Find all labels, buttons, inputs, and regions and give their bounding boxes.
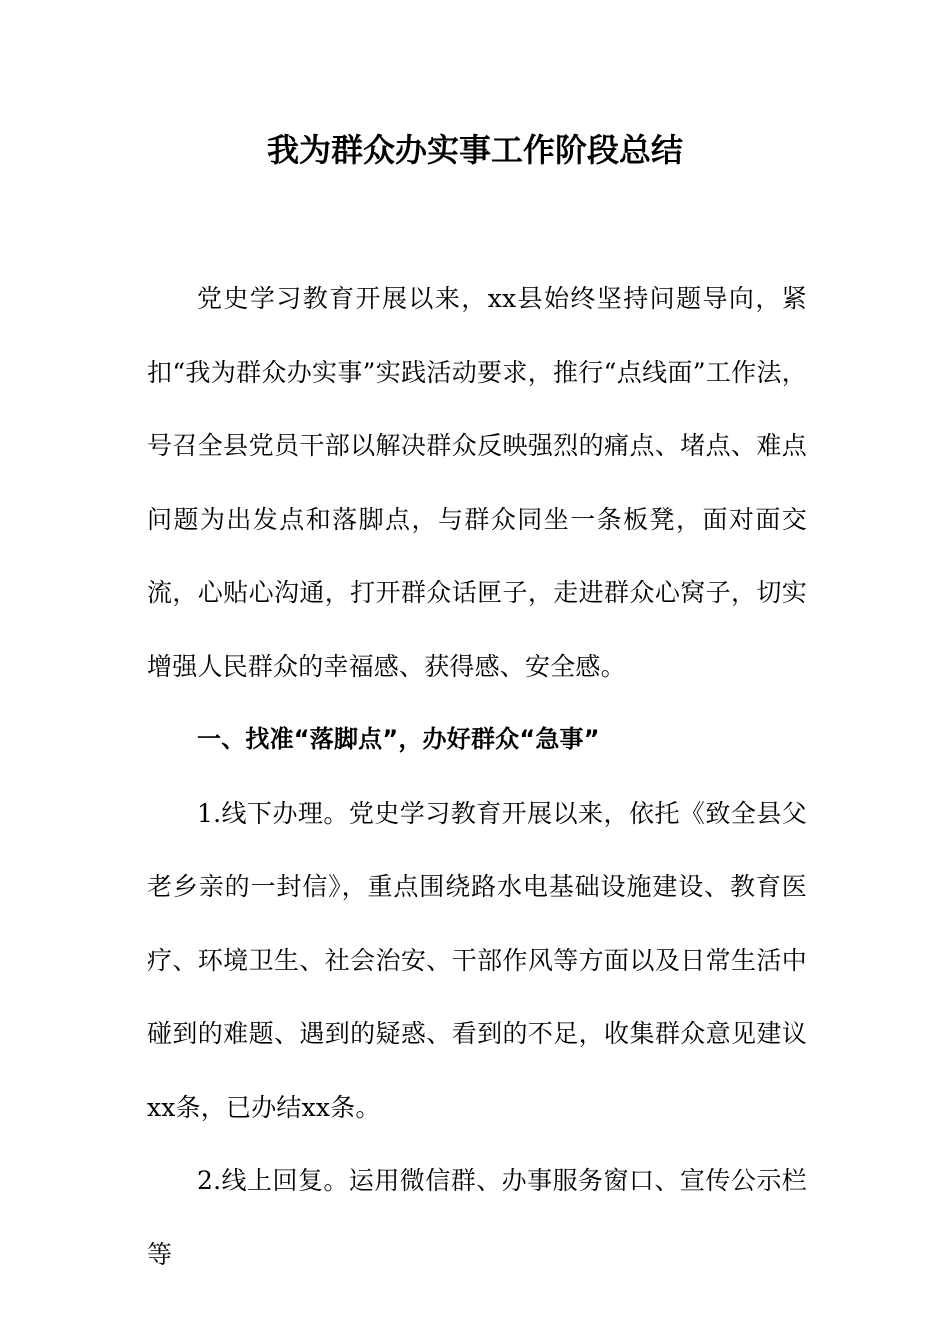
document-title: 我为群众办实事工作阶段总结 <box>266 131 683 169</box>
document-body <box>147 262 807 1291</box>
intro-paragraph: 党史学习教育开展以来，xx县始终坚持问题导向，紧扣“我为群众办实事”实践活动要求，推行“点线面”工作法，号召全县党员干部以解决群众反映强烈的痛点、堵点、难点问题为出发点和落脚点，与群众同坐一条板凳，面对面交流，心贴心沟通，打开群众话匣子，走进群众心窝子，切实增强人民群众的幸福感、获得感、安全感。 <box>147 284 807 681</box>
item-paragraph-2: 2.线上回复。运用微信群、办事服务窗口、宣传公示栏等 <box>147 1166 807 1269</box>
section-heading-1: 一、找准“落脚点”，办好群众“急事” <box>197 725 600 753</box>
item-paragraph-1: 1.线下办理。党史学习教育开展以来，依托《致全县父老乡亲的一封信》，重点围绕路水电基础设施建设、教育医疗、环境卫生、社会治安、干部作风等方面以及日常生活中碰到的难题、遇到的疑惑、看到的不足，收集群众意见建议xx条，已办结xx条。 <box>147 798 807 1122</box>
